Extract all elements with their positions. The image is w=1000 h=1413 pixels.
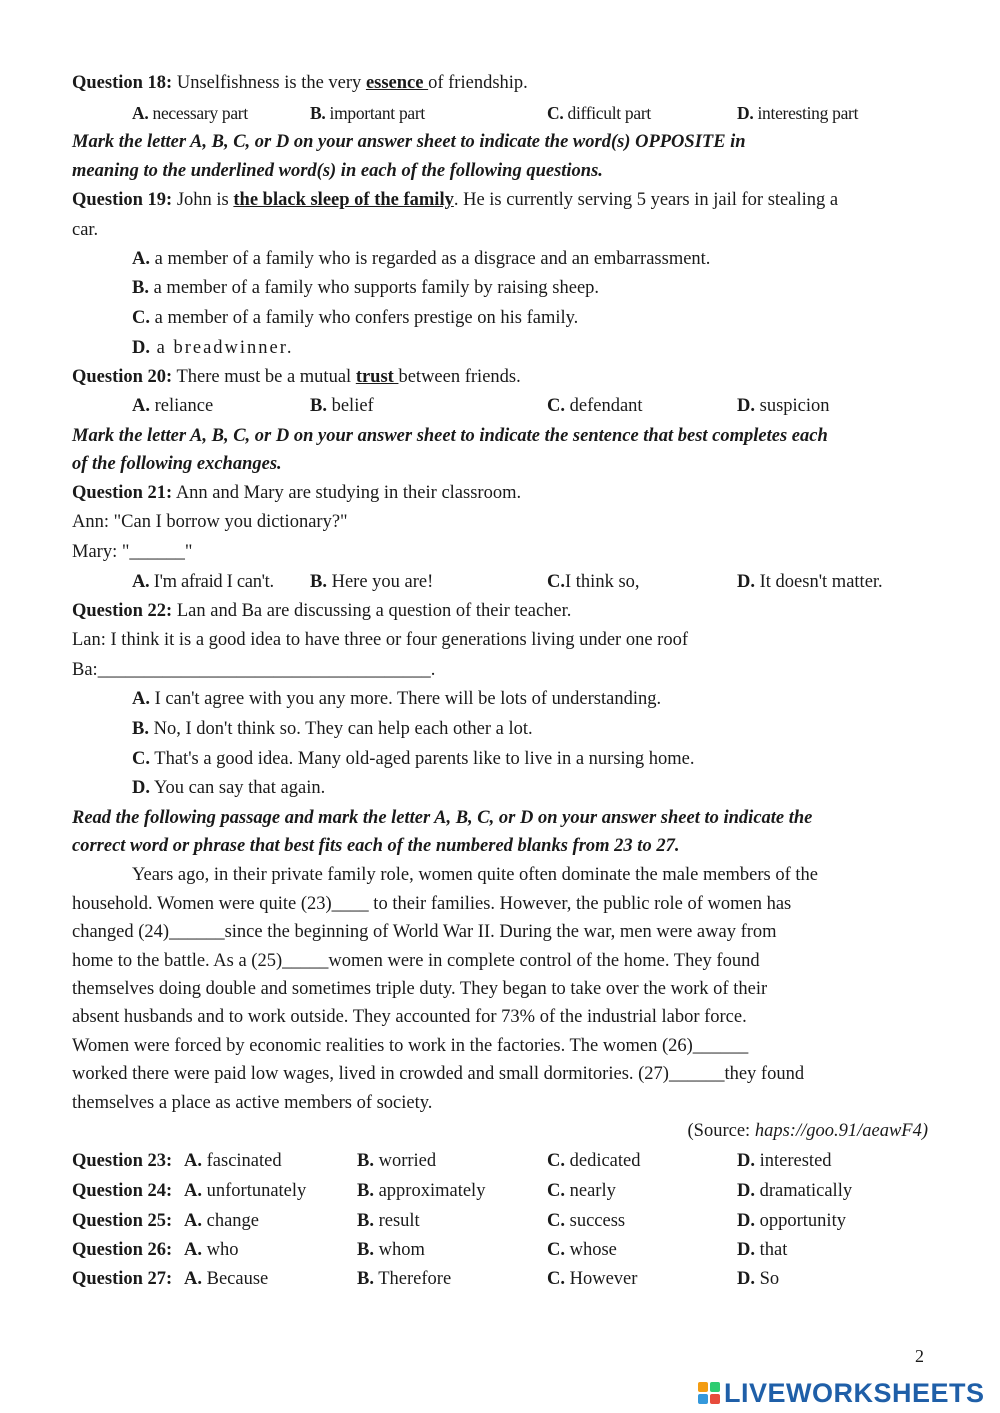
passage-line: themselves doing double and sometimes triple duty. They began to take over the work of their [72, 979, 768, 999]
question-25-row: Question 25: A. change B. result C. success D. opportunity [72, 1211, 846, 1231]
option-d[interactable]: D. dramatically [737, 1181, 853, 1201]
question-24-row: Question 24: A. unfortunately B. approximately C. nearly D. dramatically [72, 1181, 853, 1201]
option-a[interactable]: A. change [184, 1211, 260, 1231]
option-b[interactable]: B. whom [357, 1240, 425, 1260]
option-a[interactable]: A. fascinated [184, 1151, 282, 1171]
dialogue-ann: Ann: "Can I borrow you dictionary?" [72, 512, 348, 532]
underlined-word: trust [355, 367, 399, 387]
option-d[interactable]: D. You can say that again. [132, 778, 326, 798]
option-b[interactable]: B. Here you are! [310, 572, 434, 592]
option-d[interactable]: D. that [737, 1240, 788, 1260]
option-a[interactable]: A. I can't agree with you any more. There will be lots of understanding. [132, 689, 662, 709]
option-d[interactable]: D. a breadwinner. [132, 338, 294, 358]
logo-text: LIVEWORKSHEETS [724, 1377, 985, 1408]
option-b[interactable]: B. a member of a family who supports family by raising sheep. [132, 278, 600, 298]
option-c[interactable]: C. whose [547, 1240, 617, 1260]
option-c[interactable]: C. However [547, 1269, 638, 1289]
question-22: Question 22: Lan and Ba are discussing a question of their teacher. [72, 601, 572, 621]
instruction-opposite-line1: Mark the letter A, B, C, or D on your answer sheet to indicate the word(s) OPPOSITE in [72, 132, 746, 152]
passage-line: household. Women were quite (23)____ to their families. However, the public role of women has [72, 894, 792, 914]
passage-line: Women were forced by economic realities to work in the factories. The women (26)______ [72, 1036, 749, 1056]
instruction-opposite-line2: meaning to the underlined word(s) in each of the following questions. [72, 161, 603, 181]
question-23-row: Question 23: A. fascinated B. worried C. dedicated D. interested [72, 1151, 832, 1171]
liveworksheets-logo [698, 1378, 985, 1408]
dialogue-mary: Mary: "______" [72, 542, 193, 562]
underlined-phrase: the black sleep of the family [233, 190, 454, 210]
option-b[interactable]: B. result [357, 1211, 420, 1231]
option-b[interactable]: B. Therefore [357, 1269, 452, 1289]
passage-line: home to the battle. As a (25)_____women were in complete control of the home. They found [72, 951, 760, 971]
instruction-passage-line2: correct word or phrase that best fits each of the numbered blanks from 23 to 27. [72, 836, 680, 856]
option-b[interactable]: B. worried [357, 1151, 437, 1171]
option-d[interactable]: D. opportunity [737, 1211, 846, 1231]
option-c[interactable]: C. defendant [547, 396, 643, 416]
underlined-word: essence [365, 73, 429, 93]
question-19-continued: car. [72, 220, 99, 240]
passage-line: changed (24)______since the beginning of World War II. During the war, men were away from [72, 922, 777, 942]
logo-icon [698, 1382, 720, 1404]
option-b[interactable]: B. important part [310, 103, 425, 123]
option-d[interactable]: D. suspicion [737, 396, 830, 416]
source-link[interactable]: haps://goo.91/aeawF4) [754, 1121, 928, 1141]
option-d[interactable]: D. It doesn't matter. [737, 572, 883, 592]
passage-line: absent husbands and to work outside. They accounted for 73% of the industrial labor force. [72, 1007, 747, 1027]
option-c[interactable]: C. a member of a family who confers prestige on his family. [132, 308, 579, 328]
question-27-row: Question 27: A. Because B. Therefore C. However D. So [72, 1269, 780, 1289]
option-a[interactable]: A. unfortunately [184, 1181, 307, 1201]
question-19: Question 19: John is the black sleep of the family. He is currently serving 5 years in jail for stealing a [72, 190, 839, 210]
question-20: Question 20: There must be a mutual trust between friends. [72, 367, 521, 387]
option-a[interactable]: A. necessary part [132, 103, 248, 123]
dialogue-lan: Lan: I think it is a good idea to have three or four generations living under one roof [72, 630, 688, 650]
option-a[interactable]: A. Because [184, 1269, 269, 1289]
passage-line: worked there were paid low wages, lived in crowded and small dormitories. (27)______they found [72, 1064, 805, 1084]
instruction-passage-line1: Read the following passage and mark the letter A, B, C, or D on your answer sheet to indicate the [72, 808, 813, 828]
option-c[interactable]: C.I think so, [547, 572, 640, 592]
passage-line: Years ago, in their private family role, women quite often dominate the male members of the [132, 865, 819, 885]
option-a[interactable]: A. who [184, 1240, 239, 1260]
question-21: Question 21: Ann and Mary are studying in their classroom. [72, 483, 522, 503]
option-b[interactable]: B. approximately [357, 1181, 486, 1201]
option-d[interactable]: D. interested [737, 1151, 832, 1171]
option-c[interactable]: C. nearly [547, 1181, 616, 1201]
option-a[interactable]: A. reliance [132, 396, 214, 416]
instruction-exchange-line1: Mark the letter A, B, C, or D on your answer sheet to indicate the sentence that best completes each [72, 426, 828, 446]
dialogue-ba: Ba:____________________________________. [72, 660, 436, 680]
question-18: Question 18: Unselfishness is the very essence of friendship. [72, 73, 528, 93]
option-d[interactable]: D. So [737, 1269, 780, 1289]
option-c[interactable]: C. difficult part [547, 103, 651, 123]
option-a[interactable]: A. I'm afraid I can't. [132, 572, 274, 592]
question-26-row: Question 26: A. who B. whom C. whose D. that [72, 1240, 788, 1260]
passage-line: themselves a place as active members of society. [72, 1093, 433, 1113]
option-b[interactable]: B. belief [310, 396, 374, 416]
option-b[interactable]: B. No, I don't think so. They can help each other a lot. [132, 719, 533, 739]
page-number: 2 [915, 1346, 924, 1366]
option-c[interactable]: C. That's a good idea. Many old-aged parents like to live in a nursing home. [132, 749, 695, 769]
instruction-exchange-line2: of the following exchanges. [72, 454, 282, 474]
option-a[interactable]: A. a member of a family who is regarded as a disgrace and an embarrassment. [132, 249, 711, 269]
option-d[interactable]: D. interesting part [737, 103, 859, 123]
option-c[interactable]: C. dedicated [547, 1151, 641, 1171]
passage-source: (Source: haps://goo.91/aeawF4) [687, 1121, 928, 1141]
option-c[interactable]: C. success [547, 1211, 626, 1231]
